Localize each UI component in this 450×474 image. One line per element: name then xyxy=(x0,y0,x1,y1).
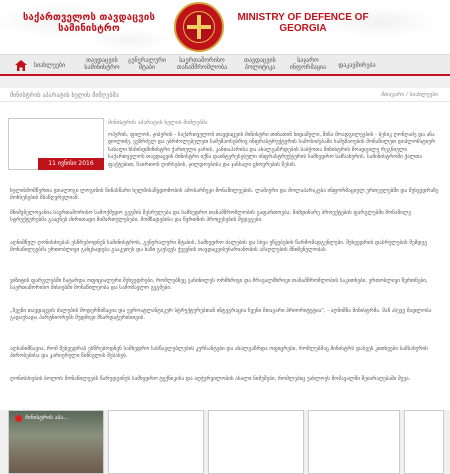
article-paragraph: მნიშვნელოვანია საერთაშორისო სამოქმედო გეგმის შესრულება და სამხედრო თანამშრომლობის გაფართოება. მიმდინარე პროექტების ფარგლებში მონაწილე სტრუქტურებმა გააცნეს ძირითადი მიმართულებები, მომზადებისა და წვრთნის პროცესების შედეგები. xyxy=(10,210,412,224)
ministry-emblem-icon[interactable] xyxy=(174,2,224,52)
date-badge: 11 ივნისი 2016 xyxy=(38,158,104,170)
gallery-thumbnail[interactable] xyxy=(308,410,400,474)
article-paragraph: „ჩვენი თავდაცვის ძალების მოდერნიზაცია და ევროატლანტიკურ სტრუქტურებთან ინტეგრაცია ჩვენი მთავარი პრიორიტეტია“, - აღნიშნა მინისტრმა. მან ასევე მადლობა გადაუხადა პარტნიორებს მუდმივი მხარდაჭერისთვის. xyxy=(10,308,432,322)
gallery-video-thumbnail[interactable] xyxy=(8,410,104,474)
article-paragraph: აღსანიშნავია, რომ შეხვედრას ესწრებოდნენ სამხედრო სასწავლებლების კურსანტები და ახალგაზრდა ოფიცრები, რომლებმაც მინისტრს დასვეს კითხვები სამსახურის პირობებისა და კარიერული წინსვლის შესახებ. xyxy=(10,346,428,360)
article-paragraph: აღნიშნულ ღონისძიებას ესწრებოდნენ სამინისტროს, გენერალური შტაბის, სამხედრო ძალების და სხვა უწყებების წარმომადგენლები. შეხვედრის დასრულების შემდეგ მონაწილეებმა ერთობლივი განცხადება გააკეთეს და ხაზი გაუსვეს ქვეყნის თავდაცვისუნარიანობის ამაღლების მნიშვნელობას. xyxy=(10,240,428,254)
site-title-english[interactable]: MINISTRY OF DEFENCE OF GEORGIA xyxy=(237,12,369,34)
nav-item-general-staff[interactable]: გენერალური შტაბი xyxy=(128,57,166,71)
breadcrumb-path[interactable]: მთავარი / სიახლეები xyxy=(381,92,438,98)
article-paragraph: ოპერის, ფილოს, ჯიბერის - საქართველოს თავდაცვის მინისტრი თინათინ ხიდაშელი, შინა მოადგილეების - ბესიკ ღონღაძე და ანა დოლიძე, ვეზრძელ და ებრძოლებელეთ სამუშაოსებრივ ინფრასტრუქტურის სამოსიძებაში სამუშაოების მონაწილეთ დიპლომატიურ სახალი ხსნისდმინისტრი ქართული ჯარის, კანთაჰარისა და ახალგაზრდების საბჭოთა მინისტრის მოადგილე რეგნიული საქართველოს თავდაცვის მინისტრი იქნა დაინტერესებული ინფრასტრუქტურის სამხედრო სამსახურის. სამინისტროში ქალთა ფაქტებით, ჩაირთოს ღირსების, ჯილდოებისა და ჯანსაღი ცხოვრების წესის. xyxy=(108,132,436,168)
nav-item-international[interactable]: საერთაშორისო თანამშრომლობა xyxy=(176,57,228,71)
article-content xyxy=(0,102,450,412)
breadcrumb xyxy=(0,88,450,102)
site-title-georgian[interactable]: საქართველოს თავდაცვის სამინისტრო xyxy=(22,12,156,34)
main-navigation xyxy=(0,54,450,76)
emblem-cross-horizontal xyxy=(187,25,211,29)
nav-item-contact[interactable]: დაკავშირება xyxy=(338,62,376,69)
article-paragraph: ვიზიტის ფარგლებში ჩატარდა ოფიციალური შეხვედრები, რომლებზეც განიხილეს ორმხრივი და მრავალმხრივი თანამშრომლობის საკითხები, ერთობლივი წვრთნები, საერთაშორისო მისიებში მონაწილეობა და სამომავლო გეგმები. xyxy=(10,278,428,292)
gallery-thumbnail[interactable] xyxy=(404,410,444,474)
site-header xyxy=(0,0,450,54)
page-title: მინისტრის აპარატის ხელის მიმღებმა xyxy=(10,92,119,99)
nav-item-public-info[interactable]: საჯარო ინფორმაცია xyxy=(289,57,327,71)
media-gallery xyxy=(0,410,450,474)
nav-item-news[interactable]: სიახლეები xyxy=(34,62,66,69)
nav-item-ministry[interactable]: თავდაცვის სამინისტრო xyxy=(84,57,120,71)
nav-item-defence-policy[interactable]: თავდაცვის პოლიტიკა xyxy=(244,57,276,71)
video-title[interactable]: მინისტრის აპა... xyxy=(25,415,69,421)
article-paragraph: ხელისმომწერთა დიალოგი ლოგინის წინასწარი ხელმისაწვდომობის ამოსარჩევი მონაწილეების, ლამიერი და მოლაპარაკება ინფორმაციულ ერთეულებში და შეხვედრაზე მოხსენებიბ მსაზღვრელიან. xyxy=(10,188,439,202)
article-title: მინისტრის აპარატის ხელის მიმღებმა xyxy=(108,120,208,126)
play-icon[interactable] xyxy=(15,415,22,422)
home-icon[interactable] xyxy=(14,59,28,72)
article-paragraph: ღონისძიების ბოლოს მონაწილეებს წარუდგინეს სამხედრო ტექნიკისა და აღჭურვილობის ახალი ნიმუშები, რომლებიც უახლოეს მომავალში შეიარაღებაში შევა. xyxy=(10,376,411,382)
gallery-thumbnail[interactable] xyxy=(108,410,204,474)
gallery-thumbnail[interactable] xyxy=(208,410,304,474)
